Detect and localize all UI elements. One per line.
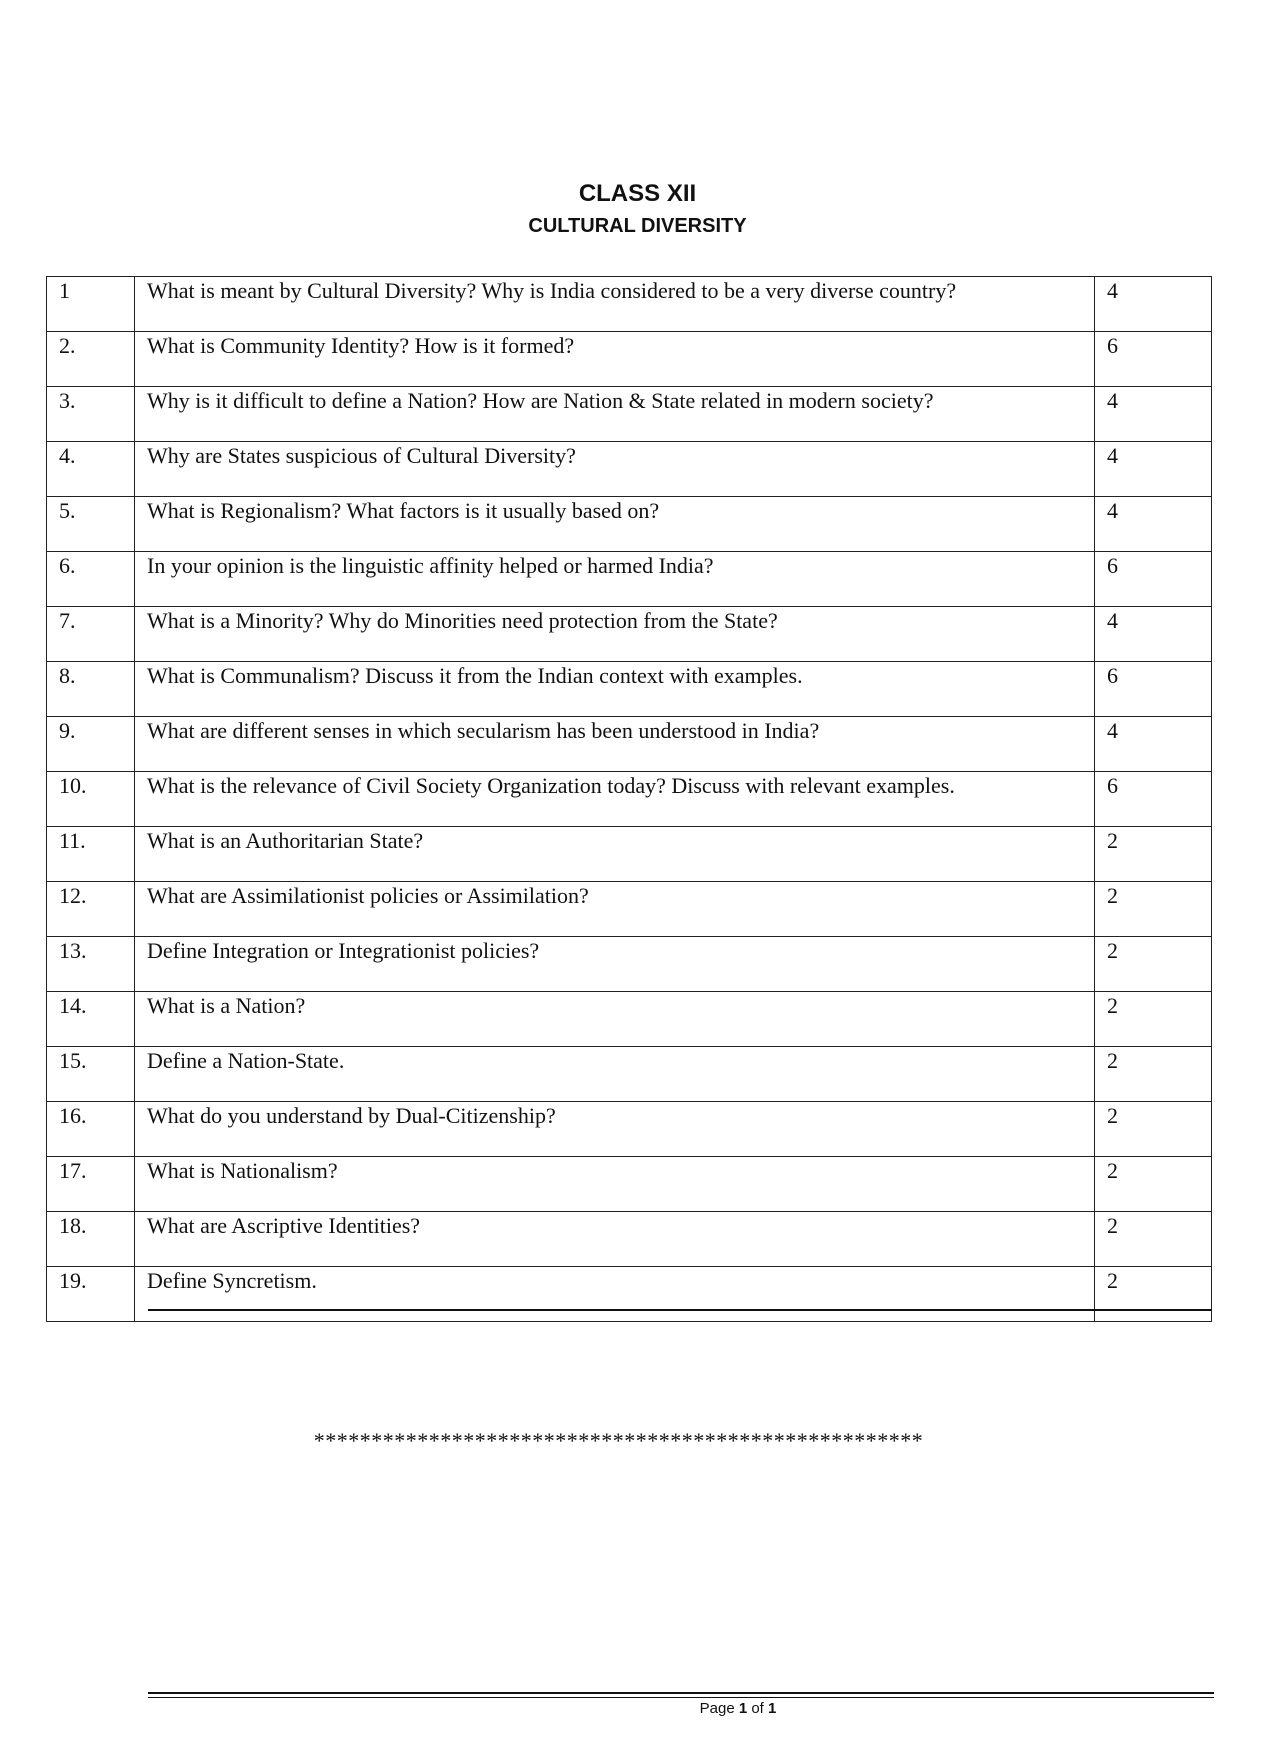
table-row <box>47 332 1212 387</box>
question-text: What are Ascriptive Identities? <box>135 1212 1095 1267</box>
question-number: 12. <box>47 882 135 937</box>
question-text: In your opinion is the linguistic affinity helped or harmed India? <box>135 552 1095 607</box>
question-text: What are different senses in which secularism has been understood in India? <box>135 717 1095 772</box>
question-number: 7. <box>47 607 135 662</box>
question-marks: 2 <box>1095 1157 1212 1212</box>
question-text: What is Communalism? Discuss it from the Indian context with examples. <box>135 662 1095 717</box>
question-text: What is Regionalism? What factors is it usually based on? <box>135 497 1095 552</box>
question-number: 15. <box>47 1047 135 1102</box>
footer-rule <box>148 1692 1214 1694</box>
page-footer <box>0 1700 1275 1717</box>
question-number: 5. <box>47 497 135 552</box>
question-text: What is meant by Cultural Diversity? Why is India considered to be a very diverse country? <box>135 277 1095 332</box>
question-marks: 4 <box>1095 497 1212 552</box>
table-row <box>47 1047 1212 1102</box>
question-marks: 2 <box>1095 1267 1212 1322</box>
question-text: What is the relevance of Civil Society Organization today? Discuss with relevant examples. <box>135 772 1095 827</box>
table-row <box>47 442 1212 497</box>
question-text: Define Syncretism. <box>135 1267 1095 1322</box>
question-marks: 2 <box>1095 1212 1212 1267</box>
question-marks: 2 <box>1095 992 1212 1047</box>
footer-prefix: Page <box>699 1700 739 1717</box>
question-marks: 4 <box>1095 442 1212 497</box>
question-marks: 2 <box>1095 882 1212 937</box>
question-number: 18. <box>47 1212 135 1267</box>
question-text: What is a Nation? <box>135 992 1095 1047</box>
page-subtitle: CULTURAL DIVERSITY <box>528 215 747 237</box>
question-number: 8. <box>47 662 135 717</box>
question-marks: 6 <box>1095 552 1212 607</box>
questions-table-body <box>47 277 1212 1322</box>
table-row <box>47 1212 1212 1267</box>
question-number: 6. <box>47 552 135 607</box>
table-row <box>47 387 1212 442</box>
questions-table <box>46 276 1212 1322</box>
table-row <box>47 827 1212 882</box>
table-row <box>47 772 1212 827</box>
question-number: 19. <box>47 1267 135 1322</box>
table-row <box>47 607 1212 662</box>
question-number: 9. <box>47 717 135 772</box>
table-row <box>47 277 1212 332</box>
table-row <box>47 662 1212 717</box>
question-number: 1 <box>47 277 135 332</box>
question-text: What is an Authoritarian State? <box>135 827 1095 882</box>
question-marks: 4 <box>1095 277 1212 332</box>
table-row <box>47 552 1212 607</box>
table-row <box>47 882 1212 937</box>
separator-stars: ***************************************************** <box>313 1428 924 1453</box>
question-text: Define a Nation-State. <box>135 1047 1095 1102</box>
table-row <box>47 1267 1212 1322</box>
question-marks: 2 <box>1095 1047 1212 1102</box>
question-text: Why is it difficult to define a Nation? How are Nation & State related in modern society? <box>135 387 1095 442</box>
question-number: 2. <box>47 332 135 387</box>
question-number: 17. <box>47 1157 135 1212</box>
question-text: What is a Minority? Why do Minorities need protection from the State? <box>135 607 1095 662</box>
table-row <box>47 992 1212 1047</box>
page-title: CLASS XII <box>578 180 697 207</box>
table-row <box>47 937 1212 992</box>
question-number: 16. <box>47 1102 135 1157</box>
question-number: 3. <box>47 387 135 442</box>
question-text: Why are States suspicious of Cultural Diversity? <box>135 442 1095 497</box>
question-number: 10. <box>47 772 135 827</box>
table-row <box>47 1157 1212 1212</box>
footer-total-pages: 1 <box>768 1700 777 1717</box>
table-row <box>47 1102 1212 1157</box>
table-row <box>47 497 1212 552</box>
footer-current-page: 1 <box>738 1700 748 1717</box>
footer-middle: of <box>747 1700 769 1717</box>
question-number: 14. <box>47 992 135 1047</box>
question-number: 13. <box>47 937 135 992</box>
table-bottom-rule <box>148 1309 1212 1311</box>
question-marks: 2 <box>1095 937 1212 992</box>
question-marks: 4 <box>1095 387 1212 442</box>
footer-rule-thin <box>148 1697 1214 1698</box>
question-text: What is Nationalism? <box>135 1157 1095 1212</box>
question-marks: 6 <box>1095 772 1212 827</box>
question-text: What is Community Identity? How is it formed? <box>135 332 1095 387</box>
question-marks: 4 <box>1095 607 1212 662</box>
question-marks: 6 <box>1095 662 1212 717</box>
question-marks: 4 <box>1095 717 1212 772</box>
question-text: What are Assimilationist policies or Assimilation? <box>135 882 1095 937</box>
question-number: 11. <box>47 827 135 882</box>
question-marks: 2 <box>1095 1102 1212 1157</box>
question-text: Define Integration or Integrationist policies? <box>135 937 1095 992</box>
question-text: What do you understand by Dual-Citizenship? <box>135 1102 1095 1157</box>
question-number: 4. <box>47 442 135 497</box>
question-marks: 6 <box>1095 332 1212 387</box>
question-marks: 2 <box>1095 827 1212 882</box>
table-row <box>47 717 1212 772</box>
